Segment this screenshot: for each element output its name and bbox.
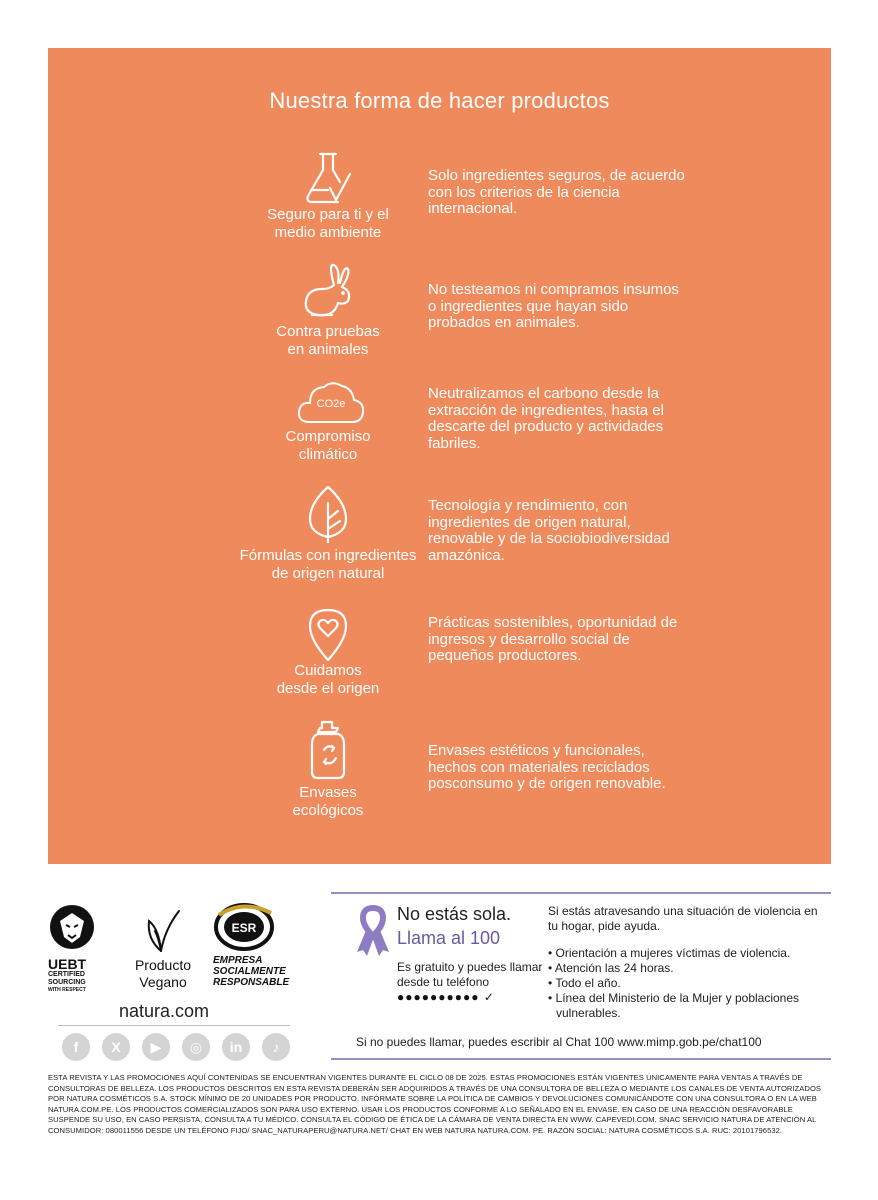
value-label: Seguro para ti y el medio ambiente: [267, 206, 389, 241]
value-label: Contra pruebas en animales: [276, 323, 380, 358]
value-row-climate: [48, 378, 831, 488]
tiktok-icon[interactable]: ♪: [262, 1033, 290, 1061]
help-bullets: [548, 946, 828, 1021]
youtube-icon[interactable]: ▶: [142, 1033, 170, 1061]
value-label: Envases ecológicos: [292, 784, 364, 819]
value-description: Solo ingredientes seguros, de acuerdo con los criterios de la ciencia internacional.: [428, 167, 685, 217]
help-free-text: Es gratuito y puedes llamar desde tu teléfono: [397, 960, 543, 989]
social-links: [62, 1033, 290, 1061]
legal-disclaimer: ESTA REVISTA Y LAS PROMOCIONES AQUÍ CONTENIDAS SE ENCUENTRAN VIGENTES DURANTE EL CICLO 08 DE 2025. ESTAS PROMOCIONES ESTÁN VIGENTES ÚNICAMENTE PARA VENTAS A TRAVÉS DE CONSULTORAS DE BELLEZA. LOS PRODUCTOS DESCRITOS EN ESTA REVISTA DEBERÁN SER ADQUIRIDOS A TRAVÉS DE UNA CONSULTORA DE BELLEZA O MEDIANTE LOS CANALES DE VENTA AUTORIZADOS POR NATURA COSMÉTICOS S.A. STOCK MÍNIMO DE 20 UNIDADES POR PRODUCTO. INFÓRMATE SOBRE LA POLÍTICA DE CAMBIOS Y DEVOLUCIONES COMUNICÁNDOTE CON UNA CONSULTORA O EN LA WEB NATURA.COM.PE. LOS PRODUCTOS COMERCIALIZADOS SON PARA USO EXTERNO. USAR LOS PRODUCTOS CONFORME A LO SEÑALADO EN EL ENVASE. EN CASO DE UNA REACCIÓN DESFAVORABLE SUSPENDE SU USO, EN CASO PERSISTA, CONSULTA A TU MÉDICO. CONSULTA EL CÓDIGO DE ÉTICA DE LA CÁMARA DE VENTA DIRECTA EN WWW. CAPEVEDI.COM. SNAC SERVICIO NATURA DE ATENCIÓN AL CONSUMIDOR: 080011556 DESDE UN TELÉFONO FIJO/ SNAC_NATURAPERU@NATURA.NET/ CHAT EN WEB NATURA NATURA.COM. PE. RAZÓN SOCIAL: NATURA COSMÉTICOS S.A. RUC: 20101796532.: [48, 1073, 822, 1135]
value-row-natural-formulas: [48, 483, 831, 593]
value-row-packaging: [48, 720, 831, 830]
divider: [331, 892, 831, 894]
value-label: Cuidamos desde el origen: [276, 662, 380, 697]
uebt-logo: UEBT CERTIFIED SOURCING WITH RESPECT: [48, 903, 98, 993]
value-description: Prácticas sostenibles, oportunidad de ingresos y desarrollo social de pequeños productores.: [428, 614, 678, 664]
facebook-icon[interactable]: f: [62, 1033, 90, 1061]
recycle-bottle-icon: [298, 720, 358, 780]
vegan-logo: Producto Vegano: [128, 907, 198, 991]
divider: [58, 1025, 290, 1026]
value-row-safe: [48, 148, 831, 258]
panel-title: Nuestra forma de hacer productos: [269, 88, 610, 113]
value-row-cruelty-free: [48, 261, 831, 371]
flask-check-icon: [298, 148, 358, 208]
list-item: • Atención las 24 horas.: [548, 961, 828, 976]
heart-pin-icon: [298, 604, 358, 664]
instagram-icon[interactable]: ◎: [182, 1033, 210, 1061]
help-intro: Si estás atravesando una situación de violencia en tu hogar, pide ayuda.: [548, 904, 818, 933]
value-description: Tecnología y rendimiento, con ingredientes de origen natural, renovable y de la sociobiodiversidad amazónica.: [428, 497, 670, 564]
list-item: • Todo el año.: [548, 976, 828, 991]
awareness-ribbon-icon: [353, 904, 393, 956]
esr-logo: ESR EMPRESA SOCIALMENTE RESPONSABLE: [213, 901, 303, 988]
value-label: Compromiso climático: [285, 428, 371, 463]
value-description: Envases estéticos y funcionales, hechos con materiales reciclados posconsumo y de origen renovable.: [428, 742, 666, 792]
vegan-leaf-icon: [143, 907, 183, 953]
list-item: • Orientación a mujeres víctimas de violencia.: [548, 946, 828, 961]
help-title: No estás sola.: [397, 904, 512, 924]
list-item: • Línea del Ministerio de la Mujer y poblaciones vulnerables.: [548, 991, 828, 1021]
value-label: Fórmulas con ingredientes de origen natural: [239, 547, 417, 582]
phone-mark: ●●●●●●●●●● ✓: [397, 990, 495, 1004]
linkedin-icon[interactable]: in: [222, 1033, 250, 1061]
values-panel: [48, 48, 831, 864]
leaf-icon: [298, 483, 358, 543]
divider: [331, 1058, 831, 1060]
x-icon[interactable]: X: [102, 1033, 130, 1061]
cloud-co2-icon: CO2e: [296, 378, 366, 438]
value-description: No testeamos ni compramos insumos o ingredientes que hayan sido probados en animales.: [428, 281, 679, 331]
esr-seal-icon: [213, 901, 275, 953]
website-link[interactable]: natura.com: [119, 1001, 210, 1021]
help-subtitle: Llama al 100: [397, 928, 501, 948]
svg-text:ESR: ESR: [231, 921, 257, 935]
lion-icon: [48, 903, 96, 951]
certifications: [48, 895, 338, 1075]
value-description: Neutralizamos el carbono desde la extracción de ingredientes, hasta el descarte del producto y actividades fabriles.: [428, 385, 664, 452]
rabbit-icon: [298, 261, 358, 321]
chat-line: Si no puedes llamar, puedes escribir al Chat 100 www.mimp.gob.pe/chat100: [356, 1035, 762, 1049]
value-row-origin-care: [48, 604, 831, 714]
help-line-box: [331, 892, 831, 1062]
